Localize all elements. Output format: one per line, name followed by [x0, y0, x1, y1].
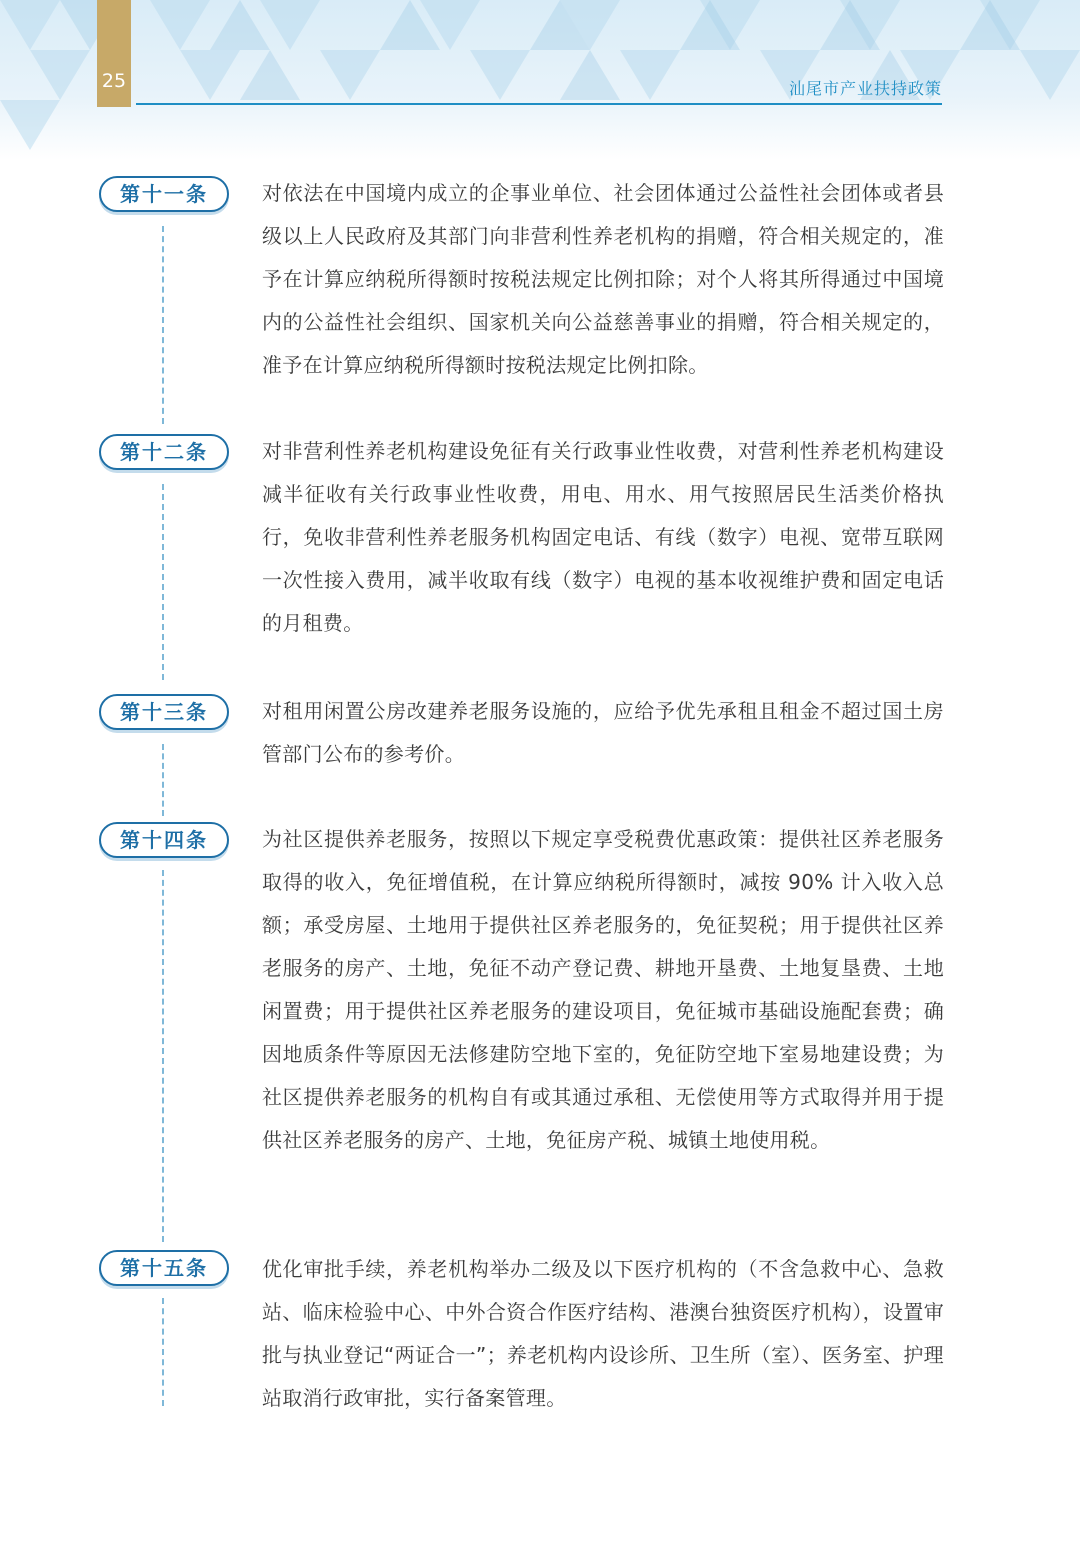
- article-text-14: 为社区提供养老服务，按照以下规定享受税费优惠政策：提供社区养老服务取得的收入，免征增值税，在计算应纳税所得额时，减按 90% 计入收入总额；承受房屋、土地用于提供社区养老服务的，免征契税；用于提供社区养老服务的房产、土地，免征不动产登记费、耕地开垦费、土地复垦费、土地闲置费；用于提供社区养老服务的建设项目，免征城市基础设施配套费；确因地质条件等原因无法修建防空地下室的，免征防空地下室易地建设费；为社区提供养老服务的机构自有或其通过承租、无偿使用等方式取得并用于提供社区养老服务的房产、土地，免征房产税、城镇土地使用税。: [262, 827, 944, 1152]
- article-label-15: 第十五条: [99, 1250, 229, 1286]
- header-divider: [136, 103, 942, 105]
- timeline-connector: [162, 484, 164, 680]
- article-text-11: 对依法在中国境内成立的企事业单位、社会团体通过公益性社会团体或者县级以上人民政府及其部门向非营利性养老机构的捐赠，符合相关规定的，准予在计算应纳税所得额时按税法规定比例扣除；对个人将其所得通过中国境内的公益性社会组织、国家机关向公益慈善事业的捐赠，符合相关规定的，准予在计算应纳税所得额时按税法规定比例扣除。: [262, 181, 944, 377]
- timeline-connector: [162, 744, 164, 816]
- article-label-14: 第十四条: [99, 822, 229, 858]
- timeline-connector: [162, 1298, 164, 1406]
- article-text-12: 对非营利性养老机构建设免征有关行政事业性收费，对营利性养老机构建设减半征收有关行政事业性收费，用电、用水、用气按照居民生活类价格执行，免收非营利性养老服务机构固定电话、有线（数字）电视、宽带互联网一次性接入费用，减半收取有线（数字）电视的基本收视维护费和固定电话的月租费。: [262, 439, 944, 635]
- article-label-13: 第十三条: [99, 694, 229, 730]
- timeline-connector: [162, 226, 164, 424]
- article-label-11: 第十一条: [99, 176, 229, 212]
- page-number: 25: [101, 70, 127, 92]
- article-text-13: 对租用闲置公房改建养老服务设施的，应给予优先承租且租金不超过国土房管部门公布的参考价。: [262, 699, 944, 766]
- timeline-connector: [162, 870, 164, 1242]
- document-title: 汕尾市产业扶持政策: [788, 79, 942, 98]
- article-label-12: 第十二条: [99, 434, 229, 470]
- article-text-15: 优化审批手续，养老机构举办二级及以下医疗机构的（不含急救中心、急救站、临床检验中心、中外合资合作医疗结构、港澳台独资医疗机构），设置审批与执业登记“两证合一”；养老机构内设诊所、卫生所（室）、医务室、护理站取消行政审批，实行备案管理。: [262, 1257, 944, 1410]
